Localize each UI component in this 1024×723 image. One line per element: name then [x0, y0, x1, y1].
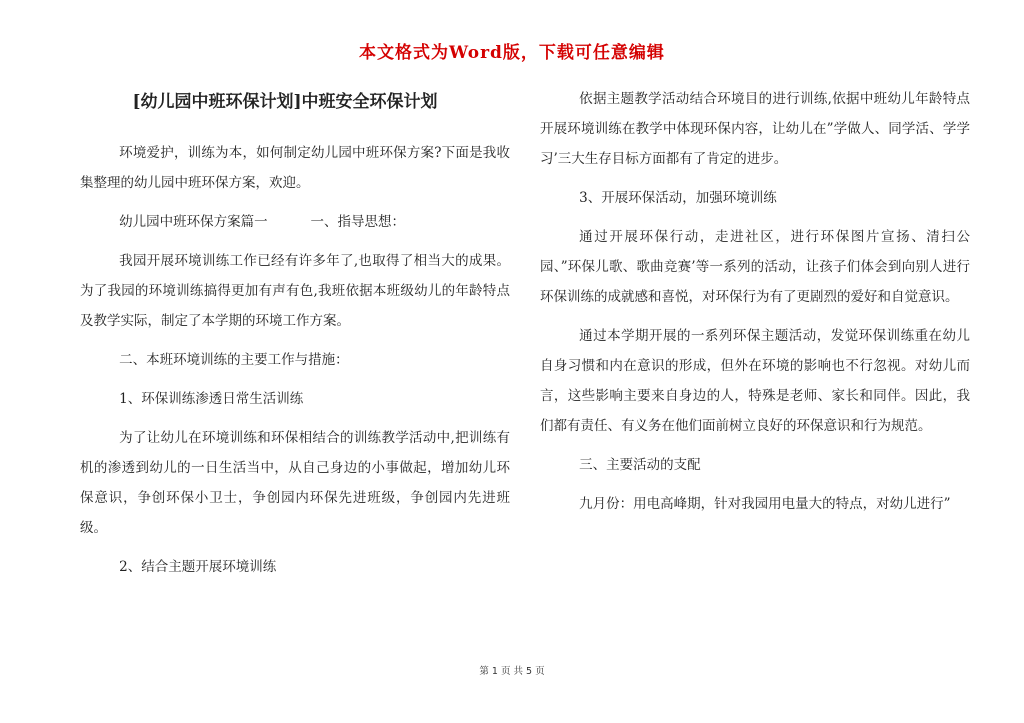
paragraph: 依据主题教学活动结合环境目的进行训练,依据中班幼儿年龄特点开展环境训练在教学中体现环保内容，让幼儿在”学做人、同学活、学学习’三大生存目标方面都有了肯定的进步。: [540, 91, 970, 167]
paragraph: 我园开展环境训练工作已经有许多年了,也取得了相当大的成果。为了我园的环境训练搞得更加有声有色,我班依据本班级幼儿的年龄特点及教学实际，制定了本学期的环境工作方案。: [80, 253, 510, 329]
section-heading: 3、开展环保活动，加强环境训练: [579, 190, 777, 206]
paragraph: 通过本学期开展的一系列环保主题活动，发觉环保训练重在幼儿自身习惯和内在意识的形成，但外在环境的影响也不行忽视。对幼儿而言，这些影响主要来自身边的人，特殊是老师、家长和同伴。因此，我们都有责任、有义务在他们面前树立良好的环保意识和行为规范。: [540, 328, 970, 434]
document-title: [幼儿园中班环保计划]中班安全环保计划: [132, 92, 438, 112]
right-column: [540, 84, 970, 528]
paragraph: 通过开展环保行动，走进社区，进行环保图片宣扬、清扫公园、”环保儿歌、歌曲竞赛’等一系列的活动，让孩子们体会到向别人进行环保训练的成就感和喜悦，对环保行为有了更剧烈的爱好和自觉意识。: [540, 229, 970, 305]
section-heading: 三、主要活动的支配: [579, 457, 701, 473]
section-heading: 二、本班环境训练的主要工作与措施：: [119, 352, 349, 368]
paragraph: 为了让幼儿在环境训练和环保相结合的训练教学活动中,把训练有机的渗透到幼儿的一日生活当中，从自己身边的小事做起，增加幼儿环保意识，争创环保小卫士，争创园内环保先进班级，争创园内先进班级。: [80, 430, 510, 536]
section-heading: 2、结合主题开展环境训练: [119, 559, 277, 575]
section-heading: 幼儿园中班环保方案篇一 一、指导思想：: [119, 214, 406, 230]
left-column: [80, 84, 510, 591]
page-number: 第 1 页 共 5 页: [479, 666, 545, 677]
paragraph: 环境爱护，训练为本，如何制定幼儿园中班环保方案?下面是我收集整理的幼儿园中班环保方案，欢迎。: [80, 145, 510, 191]
download-banner: 本文格式为Word版，下载可任意编辑: [359, 43, 665, 63]
section-heading: 1、环保训练渗透日常生活训练: [119, 391, 304, 407]
paragraph: 九月份：用电高峰期，针对我园用电量大的特点，对幼儿进行”: [579, 496, 951, 512]
